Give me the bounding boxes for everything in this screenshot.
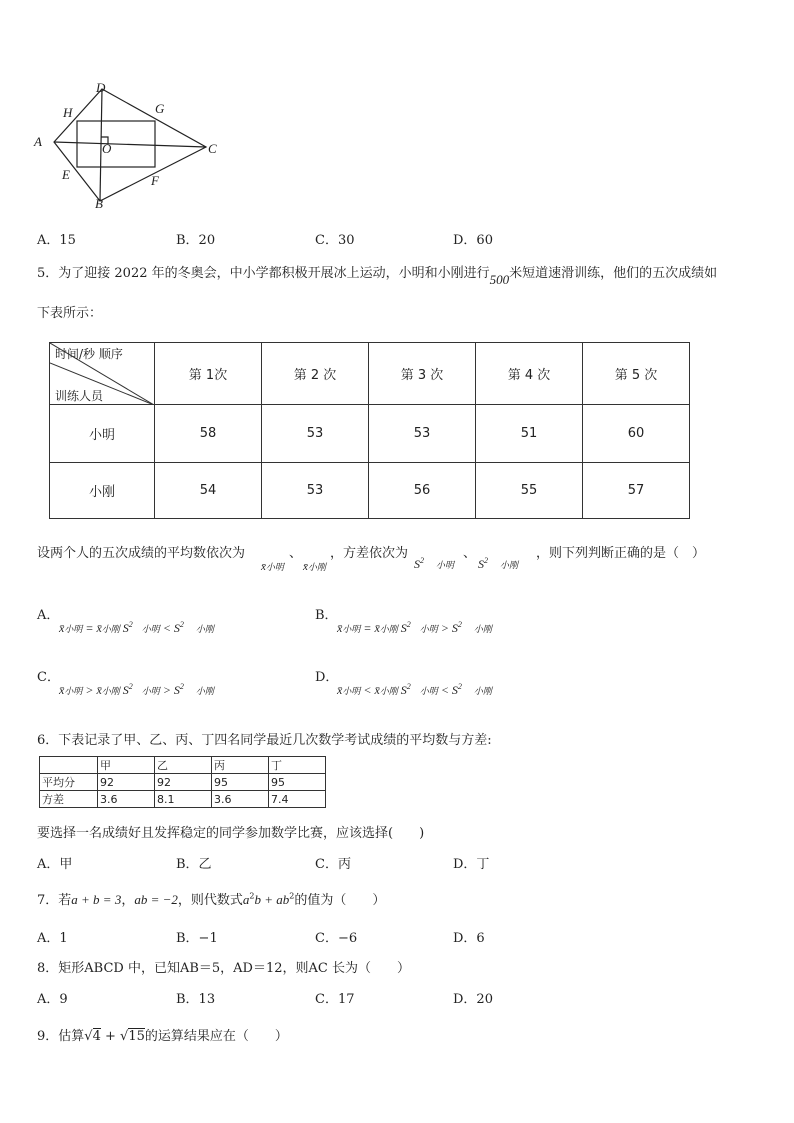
label-e: E [62, 167, 70, 182]
corner-top-label: 时间/秒 顺序 [55, 347, 123, 361]
q5-var-gang: $S^2$ 小刚 [478, 556, 519, 571]
q8-stem: 8．矩形ABCD 中，已知AB＝5，AD＝12，则AC 长为（ ） [37, 961, 410, 976]
header-cell: 第 3 次 [369, 343, 476, 405]
q6-stem: 6．下表记录了甲、乙、丙、丁四名同学最近几次数学考试成绩的平均数与方差: [37, 733, 492, 748]
q7-option-a[interactable]: A．1 [37, 931, 68, 946]
kite-figure [30, 75, 230, 215]
q5-option-d[interactable]: D． x̄小明 < x̄小刚 $S^2$ 小明 < $S^2$ 小刚 [315, 670, 492, 697]
table-row [50, 405, 690, 463]
q8-option-b[interactable]: B．13 [176, 992, 216, 1007]
table-row: 方差 3.6 8.1 3.6 7.4 [40, 791, 326, 808]
label-c: C [208, 141, 217, 156]
q8-option-a[interactable]: A．9 [37, 992, 68, 1007]
q4-option-a[interactable]: A．15 [37, 233, 76, 248]
q5-mean-gang: x̄小刚 [303, 561, 326, 573]
corner-bottom-label: 训练人员 [55, 389, 104, 403]
q5-option-b[interactable]: B． x̄小明 = x̄小刚 $S^2$ 小明 > $S^2$ 小刚 [315, 608, 492, 635]
q5-question-b: ，方差依次为 [330, 546, 409, 561]
q7-option-d[interactable]: D．6 [453, 931, 485, 946]
score-cell: 53 [262, 463, 369, 519]
table-row: 平均分 92 92 95 95 [40, 774, 326, 791]
q6-option-a[interactable]: A．甲 [37, 857, 73, 872]
score-cell: 53 [369, 405, 476, 463]
label-a: A [34, 134, 42, 149]
score-cell: 57 [583, 463, 690, 519]
row-name: 小刚 [50, 463, 155, 519]
q7-stem: 7．若a + b = 3，ab = −2，则代数式$a^2b + ab^2$的值为（ ） [37, 891, 386, 908]
header-cell: 第 1次 [155, 343, 262, 405]
score-cell: 53 [262, 405, 369, 463]
label-o: O [102, 141, 112, 156]
score-cell: 60 [583, 405, 690, 463]
q7-option-b[interactable]: B．−1 [176, 931, 218, 946]
q5-score-table [49, 342, 690, 519]
score-cell: 58 [155, 405, 262, 463]
score-cell: 56 [369, 463, 476, 519]
q5-question-sep2: 、 [463, 546, 477, 561]
q5-var-ming: $S^2$ 小明 [414, 556, 455, 571]
q5-question-c: ，则下列判断正确的是（ ） [536, 546, 706, 561]
score-cell: 51 [476, 405, 583, 463]
label-g: G [155, 101, 165, 116]
q9-stem: 9．估算√4 + √15的运算结果应在（ ） [37, 1029, 288, 1044]
q8-option-d[interactable]: D．20 [453, 992, 493, 1007]
label-d: D [96, 80, 106, 95]
q6-option-c[interactable]: C．丙 [315, 857, 351, 872]
q5-mean-ming: x̄小明 [261, 561, 284, 573]
q4-option-d[interactable]: D．60 [453, 233, 493, 248]
q5-stem-line1 [37, 262, 718, 287]
q7-option-c[interactable]: C．−6 [315, 931, 358, 946]
q5-option-a[interactable]: A． x̄小明 = x̄小刚 $S^2$ 小明 < $S^2$ 小刚 [37, 608, 214, 635]
q5-stem-number: 500 [489, 272, 510, 287]
label-b: B [95, 196, 103, 211]
header-cell: 第 2 次 [262, 343, 369, 405]
header-cell: 第 4 次 [476, 343, 583, 405]
row-name: 小明 [50, 405, 155, 463]
q9-radicand-1: 4 [92, 1029, 101, 1044]
score-cell: 54 [155, 463, 262, 519]
q5-question-sep1: 、 [289, 546, 303, 561]
q4-option-b[interactable]: B．20 [176, 233, 216, 248]
q4-option-c[interactable]: C．30 [315, 233, 355, 248]
score-cell: 55 [476, 463, 583, 519]
q5-stem-b: 米短道速滑训练，他们的五次成绩如 [509, 266, 718, 281]
q6-question: 要选择一名成绩好且发挥稳定的同学参加数学比赛，应该选择( ) [37, 826, 425, 841]
label-h: H [63, 105, 73, 120]
q8-option-c[interactable]: C．17 [315, 992, 355, 1007]
q9-radicand-2: 15 [128, 1029, 145, 1044]
table-row [50, 463, 690, 519]
q5-option-c[interactable]: C． x̄小明 > x̄小刚 $S^2$ 小明 > $S^2$ 小刚 [37, 670, 214, 697]
q6-table [39, 756, 326, 808]
table-corner-cell [50, 343, 155, 405]
q6-option-d[interactable]: D．丁 [453, 857, 490, 872]
q5-stem-line2: 下表所示： [37, 306, 103, 321]
q6-option-b[interactable]: B．乙 [176, 857, 212, 872]
table-row: 甲 乙 丙 丁 [40, 757, 326, 774]
q5-question-a: 设两个人的五次成绩的平均数依次为 [37, 546, 246, 561]
header-cell: 第 5 次 [583, 343, 690, 405]
label-f: F [151, 173, 159, 188]
q5-stem-a: 5．为了迎接 2022 年的冬奥会，中小学都积极开展冰上运动，小明和小刚进行 [37, 266, 490, 281]
